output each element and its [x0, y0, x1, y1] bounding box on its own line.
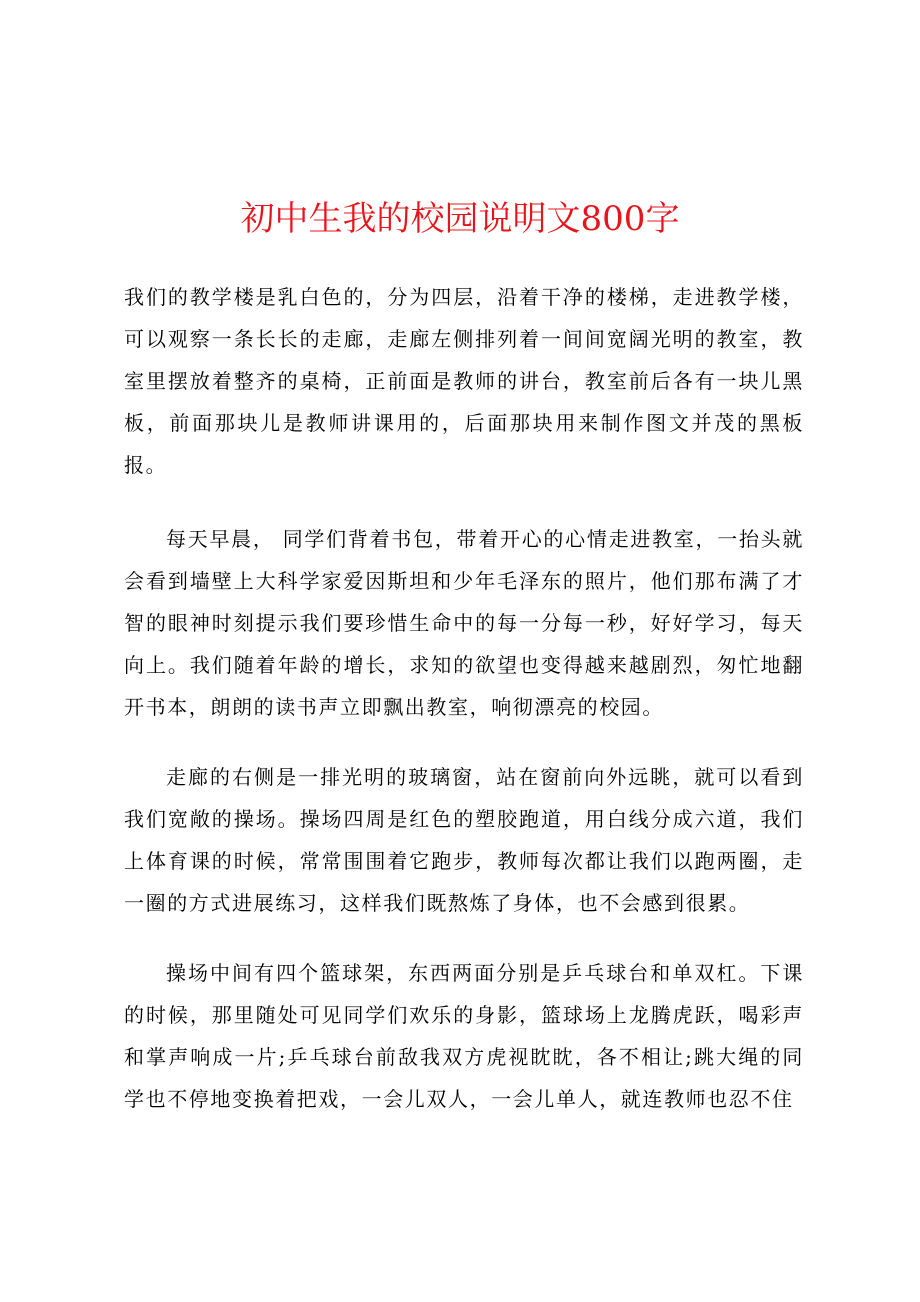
paragraph-4: 操场中间有四个篮球架，东西两面分别是乒乓球台和单双杠。下课的时候，那里随处可见同学们欢乐的身影，篮球场上龙腾虎跃，喝彩声和掌声响成一片;乒乓球台前敌我双方虎视眈眈，各不相让;跳大绳的同学也不停地变换着把戏，一会儿双人，一会儿单人，就连教师也忍不住 — [124, 961, 804, 1111]
paragraph-3: 走廊的右侧是一排光明的玻璃窗，站在窗前向外远眺，就可以看到我们宽敞的操场。操场四周是红色的塑胶跑道，用白线分成六道，我们上体育课的时候，常常围围着它跑步，教师每次都让我们以跑两圈，走一圈的方式进展练习，这样我们既熬炼了身体，也不会感到很累。 — [124, 765, 804, 915]
paragraph-1: 我们的教学楼是乳白色的，分为四层，沿着干净的楼梯，走进教学楼，可以观察一条长长的走廊，走廊左侧排列着一间间宽阔光明的教室，教室里摆放着整齐的桌椅，正前面是教师的讲台，教室前后各有一块儿黑板，前面那块儿是教师讲课用的，后面那块用来制作图文并茂的黑板报。 — [124, 285, 804, 477]
document-title: 初中生我的校园说明文800字 — [240, 199, 680, 239]
paragraph-2: 每天早晨， 同学们背着书包，带着开心的心情走进教室，一抬头就会看到墙壁上大科学家爱因斯坦和少年毛泽东的照片，他们那布满了才智的眼神时刻提示我们要珍惜生命中的每一分每一秒，好好学习，每天向上。我们随着年龄的增长，求知的欲望也变得越来越剧烈，匆忙地翻开书本，朗朗的读书声立即飘出教室，响彻漂亮的校园。 — [124, 527, 804, 719]
